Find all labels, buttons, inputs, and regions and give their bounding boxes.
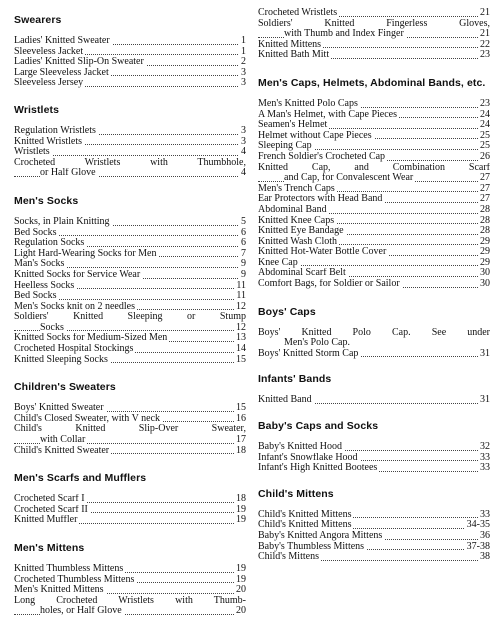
entry-title: Sleeping Cap bbox=[258, 141, 312, 152]
toc-entry[interactable] bbox=[14, 414, 246, 425]
page-number: 33 bbox=[480, 452, 490, 463]
toc-entry[interactable] bbox=[14, 344, 246, 355]
entry-title: Long Crocheted Wristlets with Thumb- bbox=[14, 595, 246, 606]
toc-entry[interactable] bbox=[14, 217, 246, 228]
toc-entry[interactable] bbox=[258, 552, 490, 563]
section-men-s-socks bbox=[14, 195, 246, 365]
entry-title: Crocheted Scarf I bbox=[14, 494, 85, 505]
entry-title-continued: Men's Polo Cap. bbox=[284, 338, 350, 349]
toc-entry[interactable] bbox=[14, 57, 246, 68]
toc-entry[interactable] bbox=[14, 68, 246, 79]
section-continued bbox=[258, 8, 490, 61]
page-number: 5 bbox=[241, 216, 246, 227]
entry-title: Knitted Wash Cloth bbox=[258, 236, 338, 247]
toc-entry[interactable] bbox=[14, 259, 246, 270]
page-number: 38 bbox=[480, 552, 490, 563]
toc-entry[interactable] bbox=[258, 520, 490, 531]
toc-entry[interactable] bbox=[258, 131, 490, 142]
page-number: 21 bbox=[480, 29, 490, 40]
entry-title: Regulation Wristlets bbox=[14, 125, 96, 136]
page-number: 3 bbox=[241, 136, 246, 147]
page-number: 37-38 bbox=[466, 541, 490, 552]
entry-title: Infant's Snowflake Hood bbox=[258, 452, 358, 463]
toc-entry[interactable] bbox=[258, 395, 490, 406]
entry-title: Child's Knitted Mittens bbox=[258, 509, 352, 520]
toc-entry[interactable] bbox=[14, 424, 246, 445]
page-number: 28 bbox=[480, 226, 490, 237]
entry-title: Large Sleeveless Jacket bbox=[14, 67, 109, 78]
toc-entry[interactable] bbox=[258, 542, 490, 553]
entry-title: Ear Protectors with Head Band bbox=[258, 194, 383, 205]
entry-title: Crocheted Hospital Stockings bbox=[14, 344, 134, 355]
toc-entry[interactable] bbox=[258, 50, 490, 61]
page-number: 28 bbox=[480, 215, 490, 226]
page-number: 36 bbox=[480, 531, 490, 541]
page-number: 4 bbox=[241, 147, 246, 158]
toc-entry[interactable] bbox=[14, 281, 246, 292]
entry-title: Seamen's Helmet bbox=[258, 120, 328, 131]
entry-title-continued: with Collar bbox=[40, 435, 86, 446]
entry-title: Man's Socks bbox=[14, 259, 65, 270]
page-number: 29 bbox=[480, 236, 490, 247]
toc-entry[interactable] bbox=[14, 270, 246, 281]
toc-entry[interactable] bbox=[14, 36, 246, 47]
entry-title: Ladies' Knitted Sweater bbox=[14, 36, 110, 46]
page-number: 16 bbox=[236, 413, 246, 424]
page-number: 19 bbox=[236, 564, 246, 574]
entry-title: Child's Knitted Mittens bbox=[258, 520, 352, 531]
page-number: 23 bbox=[480, 98, 490, 109]
toc-entry[interactable] bbox=[14, 403, 246, 414]
entry-title: Socks, in Plain Knitting bbox=[14, 216, 110, 227]
section-heading: Baby's Caps and Socks bbox=[258, 420, 379, 433]
section-heading: Child's Mittens bbox=[258, 487, 334, 500]
toc-entry[interactable] bbox=[14, 302, 246, 313]
entry-title: Knitted Knee Caps bbox=[258, 215, 335, 226]
toc-entry[interactable] bbox=[258, 328, 490, 349]
toc-entry[interactable] bbox=[258, 99, 490, 110]
toc-entry[interactable] bbox=[258, 349, 490, 360]
section-child-s-mittens bbox=[258, 488, 490, 563]
section-infants-bands bbox=[258, 373, 490, 406]
entry-title: Soldiers' Knitted Sleeping or Stump bbox=[14, 312, 246, 323]
section-men-s-scarfs-and-mufflers bbox=[14, 472, 246, 526]
page-number: 19 bbox=[236, 574, 246, 585]
page-number: 9 bbox=[241, 269, 246, 280]
entry-title: Knitted Socks for Medium-Sized Men bbox=[14, 333, 168, 344]
page-number: 12 bbox=[236, 322, 246, 333]
entry-title: Knitted Mittens bbox=[258, 39, 322, 50]
entry-title-continued: or Half Glove bbox=[40, 168, 96, 179]
entry-title: Sleeveless Jersey bbox=[14, 78, 84, 89]
entry-title: Ladies' Knitted Slip-On Sweater bbox=[14, 57, 144, 68]
entry-title: Knitted Socks for Service Wear bbox=[14, 269, 141, 280]
page-number: 11 bbox=[236, 280, 246, 291]
toc-entry[interactable] bbox=[258, 247, 490, 258]
page-number: 15 bbox=[236, 354, 246, 365]
toc-entry[interactable] bbox=[14, 249, 246, 260]
entry-title: Child's Mittens bbox=[258, 552, 319, 563]
entry-title: Baby's Knitted Angora Mittens bbox=[258, 531, 383, 541]
section-heading: Wristlets bbox=[14, 103, 60, 116]
left-column bbox=[14, 14, 246, 617]
entry-title-continued: and Cap, for Convalescent Wear bbox=[284, 173, 414, 184]
toc-entry[interactable] bbox=[14, 446, 246, 457]
page-number: 19 bbox=[236, 515, 246, 526]
entry-title: Men's Knitted Polo Caps bbox=[258, 98, 358, 109]
entry-title: Abdominal Band bbox=[258, 204, 327, 215]
toc-entry[interactable] bbox=[14, 575, 246, 586]
page-number: 4 bbox=[241, 168, 246, 179]
toc-entry[interactable] bbox=[258, 442, 490, 453]
entry-title: Crocheted Thumbless Mittens bbox=[14, 574, 135, 585]
section-baby-s-caps-and-socks bbox=[258, 420, 490, 474]
page-number: 2 bbox=[241, 57, 246, 68]
entry-title: Baby's Knitted Hood bbox=[258, 442, 343, 453]
entry-title: Baby's Thumbless Mittens bbox=[258, 541, 365, 552]
page-number: 33 bbox=[480, 509, 490, 520]
entry-title: French Soldier's Crocheted Cap bbox=[258, 151, 386, 162]
entry-title: Knitted Band bbox=[258, 395, 312, 406]
toc-entry[interactable] bbox=[14, 78, 246, 89]
section-wristlets bbox=[14, 104, 246, 179]
entry-title: Comfort Bags, for Soldier or Sailor bbox=[258, 279, 400, 290]
page-number: 11 bbox=[236, 291, 246, 302]
entry-title: Heelless Socks bbox=[14, 280, 75, 291]
entry-title: Men's Trench Caps bbox=[258, 183, 335, 194]
section-heading: Men's Caps, Helmets, Abdominal Bands, etc. bbox=[258, 76, 486, 89]
entry-title: Knitted Eye Bandage bbox=[258, 226, 344, 237]
section-heading: Swearers bbox=[14, 14, 62, 26]
page-number: 25 bbox=[480, 141, 490, 152]
page-number: 23 bbox=[480, 50, 490, 61]
entry-title: Infant's High Knitted Bootees bbox=[258, 463, 378, 474]
entry-title: Crocheted Wristlets with Thumbhole, bbox=[14, 157, 246, 168]
toc-entry[interactable] bbox=[258, 110, 490, 121]
page-number: 6 bbox=[241, 238, 246, 249]
entry-title: A Man's Helmet, with Cape Pieces bbox=[258, 109, 397, 120]
entry-title: Knitted Bath Mitt bbox=[258, 50, 330, 61]
entry-title: Crocheted Wristlets bbox=[258, 8, 338, 18]
page-number: 26 bbox=[480, 151, 490, 162]
page-number: 18 bbox=[236, 494, 246, 505]
entry-title: Knitted Hot-Water Bottle Cover bbox=[258, 247, 387, 258]
page-number: 1 bbox=[241, 46, 246, 57]
toc-entry[interactable] bbox=[14, 147, 246, 158]
section-swearers bbox=[14, 14, 246, 89]
page-number: 6 bbox=[241, 227, 246, 238]
entry-title-continued: with Thumb and Index Finger bbox=[284, 29, 404, 40]
toc-entry[interactable] bbox=[258, 205, 490, 216]
page-number: 31 bbox=[480, 395, 490, 406]
page-number: 9 bbox=[241, 259, 246, 270]
page-number: 14 bbox=[236, 344, 246, 355]
entry-title: Bed Socks bbox=[14, 291, 57, 302]
right-column bbox=[258, 8, 490, 563]
page-number: 25 bbox=[480, 130, 490, 141]
page-number: 19 bbox=[236, 504, 246, 515]
section-children-s-sweaters bbox=[14, 381, 246, 456]
toc-entry[interactable] bbox=[14, 312, 246, 333]
entry-title: Abdominal Scarf Belt bbox=[258, 268, 346, 279]
entry-title: Crocheted Scarf II bbox=[14, 504, 88, 515]
entry-title: Child's Knitted Slip-Over Sweater, bbox=[14, 424, 246, 435]
toc-entry[interactable] bbox=[14, 228, 246, 239]
toc-entry[interactable] bbox=[14, 158, 246, 179]
toc-entry[interactable] bbox=[258, 120, 490, 131]
entry-title: Knitted Sleeping Socks bbox=[14, 354, 108, 365]
page-number: 22 bbox=[480, 39, 490, 50]
section-heading: Boys' Caps bbox=[258, 305, 316, 318]
entry-title-continued: Socks bbox=[40, 322, 64, 333]
section-heading: Men's Socks bbox=[14, 194, 79, 207]
page-number: 12 bbox=[236, 301, 246, 312]
page-number: 3 bbox=[241, 67, 246, 78]
toc-entry[interactable] bbox=[258, 453, 490, 464]
page-number: 7 bbox=[241, 248, 246, 259]
page-number: 24 bbox=[480, 120, 490, 131]
entry-title: Light Hard-Wearing Socks for Men bbox=[14, 248, 157, 259]
entry-title-continued: holes, or Half Glove bbox=[40, 606, 122, 617]
section-heading: Men's Mittens bbox=[14, 542, 85, 554]
entry-title: Soldiers' Knitted Fingerless Gloves, bbox=[258, 18, 490, 29]
toc-entry[interactable] bbox=[14, 238, 246, 249]
section-heading: Men's Scarfs and Mufflers bbox=[14, 472, 147, 485]
entry-title: Helmet without Cape Pieces bbox=[258, 130, 372, 141]
entry-title: Knitted Wristlets bbox=[14, 136, 83, 147]
page-number: 17 bbox=[236, 435, 246, 446]
page-number: 27 bbox=[480, 183, 490, 194]
entry-title: Child's Knitted Sweater bbox=[14, 445, 110, 456]
toc-entry[interactable] bbox=[258, 531, 490, 542]
toc-entry[interactable] bbox=[258, 40, 490, 51]
page-number: 31 bbox=[480, 348, 490, 359]
page-number: 20 bbox=[236, 606, 246, 617]
page-number: 3 bbox=[241, 125, 246, 136]
entry-title: Sleeveless Jacket bbox=[14, 46, 84, 57]
toc-entry[interactable] bbox=[258, 216, 490, 227]
section-heading: Infants' Bands bbox=[258, 373, 332, 386]
entry-title: Knitted Cap, and Combination Scarf bbox=[258, 162, 490, 173]
toc-entry[interactable] bbox=[14, 596, 246, 617]
toc-entry[interactable] bbox=[14, 291, 246, 302]
toc-entry[interactable] bbox=[258, 237, 490, 248]
entry-title: Men's Knitted Mittens bbox=[14, 585, 104, 596]
entry-title: Child's Closed Sweater, with V neck bbox=[14, 413, 161, 424]
page-number: 33 bbox=[480, 463, 490, 474]
toc-entry[interactable] bbox=[258, 19, 490, 40]
toc-entry[interactable] bbox=[258, 184, 490, 195]
page-number: 29 bbox=[480, 257, 490, 268]
toc-entry[interactable] bbox=[14, 515, 246, 526]
toc-entry[interactable] bbox=[258, 268, 490, 279]
toc-entry[interactable] bbox=[258, 258, 490, 269]
page-number: 30 bbox=[480, 268, 490, 279]
toc-entry[interactable] bbox=[258, 194, 490, 205]
entry-title: Knitted Muffler bbox=[14, 515, 78, 526]
toc-entry[interactable] bbox=[14, 126, 246, 137]
page-number: 13 bbox=[236, 333, 246, 344]
toc-entry[interactable] bbox=[258, 510, 490, 521]
page-number: 28 bbox=[480, 204, 490, 215]
section-boys-caps bbox=[258, 306, 490, 360]
section-men-s-caps-helmets-abdominal-bands-etc bbox=[258, 77, 490, 290]
page-number: 27 bbox=[480, 194, 490, 205]
page-number: 34-35 bbox=[466, 520, 490, 531]
toc-entry[interactable] bbox=[258, 279, 490, 290]
entry-title: Knitted Thumbless Mittens bbox=[14, 564, 124, 574]
toc-entry[interactable] bbox=[14, 585, 246, 596]
page-number: 29 bbox=[480, 247, 490, 258]
toc-entry[interactable] bbox=[258, 163, 490, 184]
toc-entry[interactable] bbox=[14, 494, 246, 505]
toc-entry[interactable] bbox=[258, 226, 490, 237]
toc-entry[interactable] bbox=[14, 137, 246, 148]
page-number: 3 bbox=[241, 78, 246, 89]
toc-entry[interactable] bbox=[14, 355, 246, 366]
page-number: 20 bbox=[236, 585, 246, 596]
toc-entry[interactable] bbox=[14, 333, 246, 344]
entry-title: Boys' Knitted Storm Cap bbox=[258, 348, 359, 359]
section-heading: Children's Sweaters bbox=[14, 381, 116, 394]
page-number: 1 bbox=[241, 36, 246, 46]
entry-title: Boys' Knitted Polo Cap. See under bbox=[258, 327, 490, 338]
entry-title: Knee Cap bbox=[258, 257, 298, 268]
toc-entry[interactable] bbox=[258, 463, 490, 474]
toc-entry[interactable] bbox=[258, 152, 490, 163]
page-number: 21 bbox=[480, 8, 490, 18]
entry-title: Men's Socks knit on 2 needles bbox=[14, 301, 135, 312]
toc-entry[interactable] bbox=[258, 141, 490, 152]
toc-entry[interactable] bbox=[14, 564, 246, 575]
toc-entry[interactable] bbox=[14, 47, 246, 58]
page-number: 18 bbox=[236, 445, 246, 456]
entry-title: Wristlets bbox=[14, 147, 50, 158]
toc-entry[interactable] bbox=[258, 8, 490, 19]
entry-title: Regulation Socks bbox=[14, 238, 85, 249]
entry-title: Boys' Knitted Sweater bbox=[14, 403, 104, 414]
entry-title: Bed Socks bbox=[14, 227, 57, 238]
section-men-s-mittens bbox=[14, 542, 246, 617]
page-number: 24 bbox=[480, 109, 490, 120]
toc-entry[interactable] bbox=[14, 505, 246, 516]
page-number: 32 bbox=[480, 442, 490, 453]
page-number: 27 bbox=[480, 173, 490, 184]
page-number: 15 bbox=[236, 403, 246, 414]
page-number: 30 bbox=[480, 279, 490, 290]
